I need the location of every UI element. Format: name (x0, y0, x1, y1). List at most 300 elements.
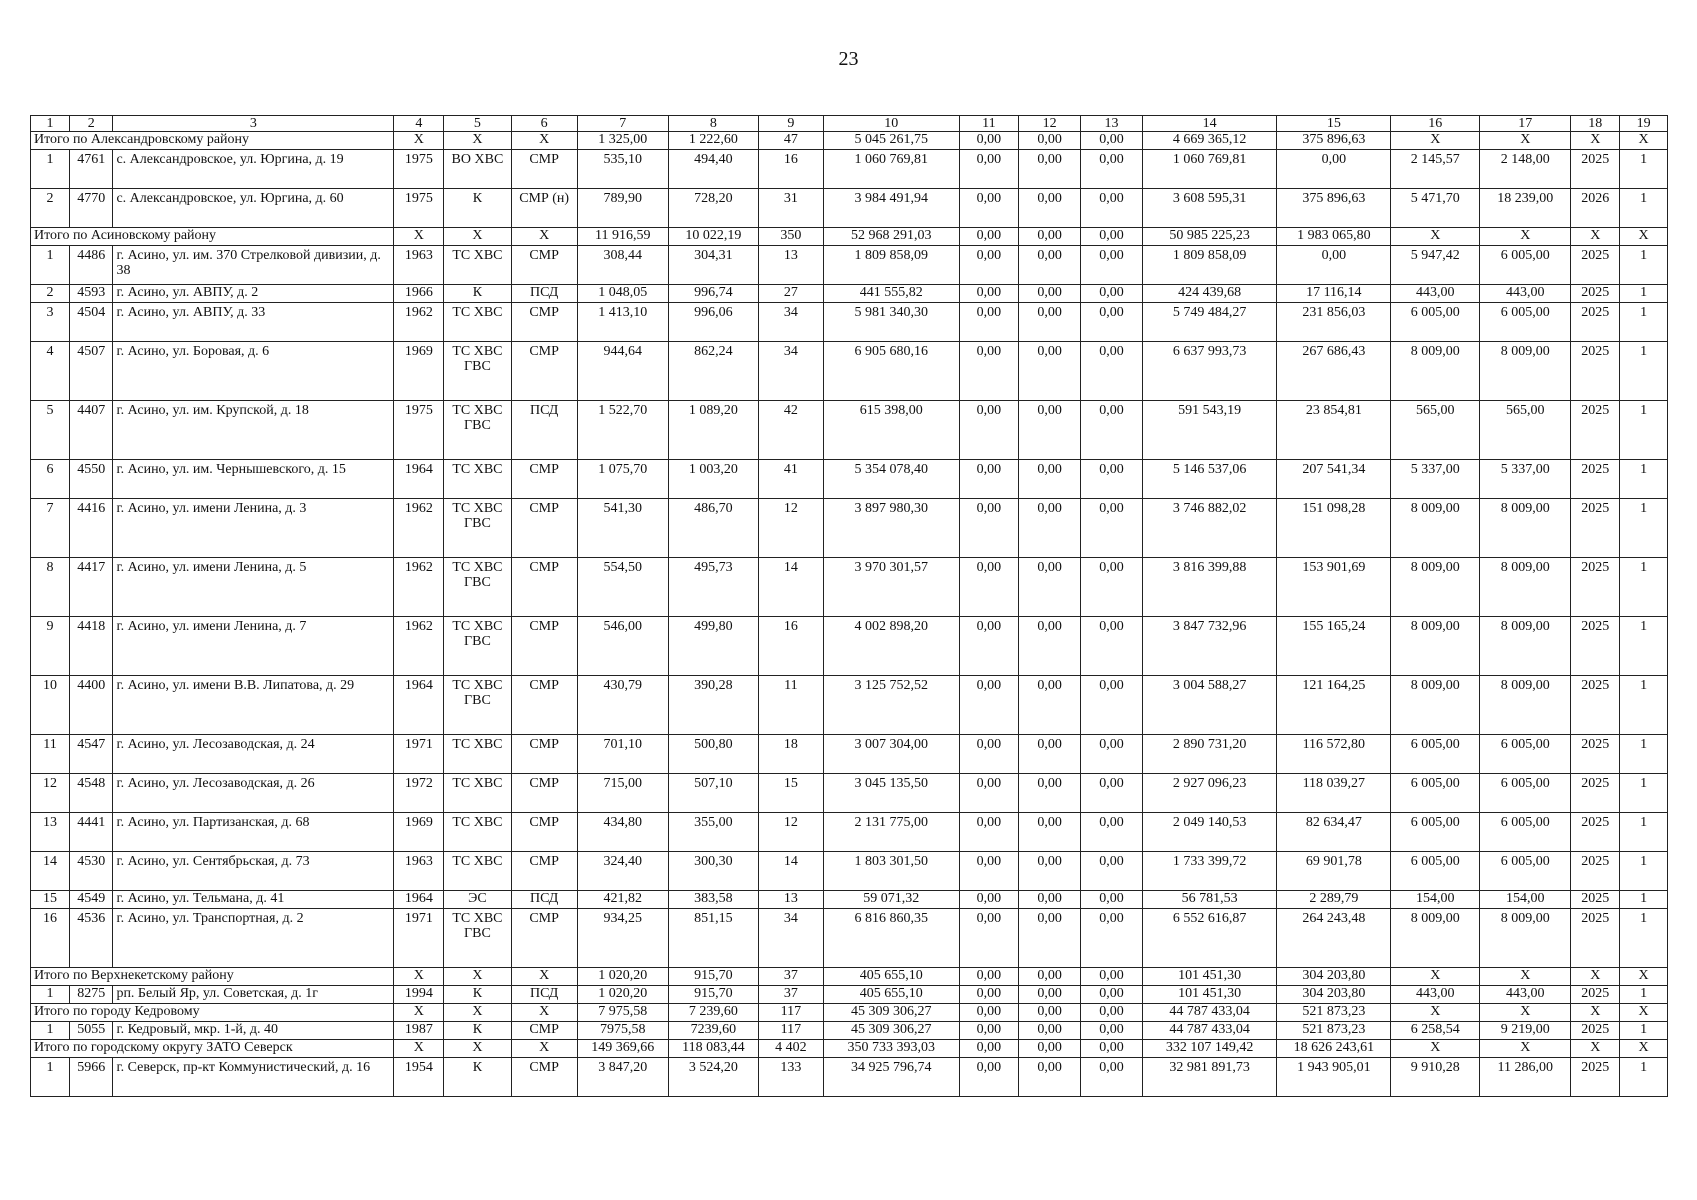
address-cell: г. Асино, ул. Лесозаводская, д. 26 (113, 774, 394, 813)
total-cell: Х (444, 968, 511, 986)
column-number-row (31, 116, 1668, 132)
total-cell: Х (511, 1004, 577, 1022)
table-cell: 554,50 (577, 558, 668, 617)
table-cell: 11 (31, 735, 70, 774)
table-cell: 1969 (394, 342, 444, 401)
table-cell: 6 905 680,16 (823, 342, 959, 401)
total-cell: Х (1480, 968, 1571, 986)
total-cell: 304 203,80 (1277, 968, 1391, 986)
column-number-18: 18 (1571, 116, 1620, 132)
table-cell: 2025 (1571, 1022, 1620, 1040)
table-cell: 2 927 096,23 (1142, 774, 1277, 813)
table-cell: 16 (758, 150, 823, 189)
total-cell: 118 083,44 (668, 1040, 758, 1058)
table-cell: 4550 (70, 460, 113, 499)
table-cell: 2 289,79 (1277, 891, 1391, 909)
table-row (31, 676, 1668, 735)
table-cell: ТС ХВС ГВС (444, 676, 511, 735)
table-row (31, 891, 1668, 909)
table-row (31, 460, 1668, 499)
table-row (31, 303, 1668, 342)
table-cell: 59 071,32 (823, 891, 959, 909)
table-cell: 0,00 (959, 401, 1019, 460)
column-number-8: 8 (668, 116, 758, 132)
table-cell: 7975,58 (577, 1022, 668, 1040)
table-cell: 9 (31, 617, 70, 676)
table-cell: 0,00 (1019, 1022, 1081, 1040)
table-cell: 1 003,20 (668, 460, 758, 499)
address-cell: г. Северск, пр-кт Коммунистический, д. 16 (113, 1058, 394, 1097)
address-cell: г. Асино, ул. Партизанская, д. 68 (113, 813, 394, 852)
table-cell: 591 543,19 (1142, 401, 1277, 460)
register-table-body (31, 116, 1668, 1097)
total-cell: 10 022,19 (668, 228, 758, 246)
table-cell: 500,80 (668, 735, 758, 774)
column-number-7: 7 (577, 116, 668, 132)
table-cell: 0,00 (1019, 499, 1081, 558)
address-cell: г. Асино, ул. им. Крупской, д. 18 (113, 401, 394, 460)
table-cell: 1966 (394, 285, 444, 303)
table-cell: 3 816 399,88 (1142, 558, 1277, 617)
table-cell: 18 239,00 (1480, 189, 1571, 228)
table-cell: 8 009,00 (1480, 676, 1571, 735)
table-cell: 1 809 858,09 (1142, 246, 1277, 285)
table-cell: 443,00 (1480, 285, 1571, 303)
table-cell: 0,00 (959, 1058, 1019, 1097)
table-cell: 7239,60 (668, 1022, 758, 1040)
total-cell: 37 (758, 968, 823, 986)
column-number-13: 13 (1081, 116, 1143, 132)
table-cell: 1 020,20 (577, 986, 668, 1004)
total-cell: 149 369,66 (577, 1040, 668, 1058)
table-cell: 0,00 (959, 735, 1019, 774)
table-cell: 2 (31, 189, 70, 228)
table-cell: 1 (1620, 558, 1668, 617)
table-cell: ТС ХВС ГВС (444, 909, 511, 968)
table-cell: 8 (31, 558, 70, 617)
table-cell: 5966 (70, 1058, 113, 1097)
table-cell: К (444, 1058, 511, 1097)
table-cell: 13 (758, 246, 823, 285)
total-cell: Х (444, 132, 511, 150)
table-cell: 5 981 340,30 (823, 303, 959, 342)
table-cell: 8 009,00 (1391, 342, 1480, 401)
table-cell: К (444, 189, 511, 228)
page-number: 23 (838, 48, 859, 70)
table-cell: 915,70 (668, 986, 758, 1004)
table-cell: 8 009,00 (1480, 499, 1571, 558)
table-cell: ПСД (511, 285, 577, 303)
table-cell: 0,00 (959, 499, 1019, 558)
table-cell: 2026 (1571, 189, 1620, 228)
table-cell: 0,00 (1081, 813, 1143, 852)
table-cell: 3 045 135,50 (823, 774, 959, 813)
table-cell: 996,74 (668, 285, 758, 303)
table-cell: 3 746 882,02 (1142, 499, 1277, 558)
table-cell: 1 (1620, 891, 1668, 909)
total-cell: Х (1480, 228, 1571, 246)
table-cell: ТС ХВС (444, 460, 511, 499)
table-cell: ПСД (511, 986, 577, 1004)
table-cell: 1962 (394, 558, 444, 617)
table-cell: 4549 (70, 891, 113, 909)
table-cell: 300,30 (668, 852, 758, 891)
table-cell: 151 098,28 (1277, 499, 1391, 558)
total-cell: Х (1391, 228, 1480, 246)
table-cell: 0,00 (1081, 150, 1143, 189)
table-cell: 2025 (1571, 909, 1620, 968)
table-cell: 0,00 (1081, 735, 1143, 774)
table-cell: 153 901,69 (1277, 558, 1391, 617)
table-cell: 16 (758, 617, 823, 676)
column-number-16: 16 (1391, 116, 1480, 132)
column-number-6: 6 (511, 116, 577, 132)
total-cell: Х (1391, 968, 1480, 986)
table-cell: 0,00 (1019, 303, 1081, 342)
address-cell: г. Асино, ул. им. 370 Стрелковой дивизии, д. 38 (113, 246, 394, 285)
total-cell: Х (511, 132, 577, 150)
table-cell: 8 009,00 (1391, 617, 1480, 676)
table-cell: 0,00 (959, 852, 1019, 891)
table-cell: 3 970 301,57 (823, 558, 959, 617)
table-cell: 1 (1620, 189, 1668, 228)
total-cell: 7 239,60 (668, 1004, 758, 1022)
table-cell: 541,30 (577, 499, 668, 558)
table-cell: 155 165,24 (1277, 617, 1391, 676)
table-cell: 4547 (70, 735, 113, 774)
table-cell: 2 (31, 285, 70, 303)
section-total-label: Итого по Александровскому району (31, 132, 394, 150)
table-cell: 0,00 (1081, 401, 1143, 460)
table-cell: 1 (1620, 303, 1668, 342)
total-cell: 0,00 (959, 1004, 1019, 1022)
total-cell: 0,00 (1081, 132, 1143, 150)
table-cell: 0,00 (1277, 246, 1391, 285)
address-cell: г. Асино, ул. имени В.В. Липатова, д. 29 (113, 676, 394, 735)
table-cell: 443,00 (1480, 986, 1571, 1004)
table-cell: 1 060 769,81 (823, 150, 959, 189)
table-cell: 9 219,00 (1480, 1022, 1571, 1040)
table-cell: СМР (511, 774, 577, 813)
table-cell: 521 873,23 (1277, 1022, 1391, 1040)
table-cell: 8275 (70, 986, 113, 1004)
table-cell: 0,00 (1081, 303, 1143, 342)
table-row (31, 150, 1668, 189)
total-cell: 4 402 (758, 1040, 823, 1058)
table-cell: 5055 (70, 1022, 113, 1040)
table-cell: 3 524,20 (668, 1058, 758, 1097)
table-cell: 14 (758, 852, 823, 891)
table-cell: 2025 (1571, 676, 1620, 735)
total-cell: 52 968 291,03 (823, 228, 959, 246)
table-cell: 507,10 (668, 774, 758, 813)
table-cell: 7 (31, 499, 70, 558)
table-cell: 0,00 (959, 303, 1019, 342)
table-cell: 1 (1620, 342, 1668, 401)
table-cell: 0,00 (1019, 774, 1081, 813)
table-cell: 934,25 (577, 909, 668, 968)
register-table (30, 115, 1668, 1097)
table-cell: 56 781,53 (1142, 891, 1277, 909)
table-cell: 0,00 (959, 891, 1019, 909)
table-cell: 4 (31, 342, 70, 401)
table-cell: 44 787 433,04 (1142, 1022, 1277, 1040)
table-cell: 443,00 (1391, 986, 1480, 1004)
total-cell: Х (511, 228, 577, 246)
table-cell: СМР (511, 617, 577, 676)
table-cell: 231 856,03 (1277, 303, 1391, 342)
table-cell: 27 (758, 285, 823, 303)
table-cell: 1994 (394, 986, 444, 1004)
table-cell: 0,00 (959, 285, 1019, 303)
table-cell: 5 337,00 (1391, 460, 1480, 499)
column-number-12: 12 (1019, 116, 1081, 132)
table-cell: 5 947,42 (1391, 246, 1480, 285)
address-cell: г. Асино, ул. Транспортная, д. 2 (113, 909, 394, 968)
table-cell: 4504 (70, 303, 113, 342)
table-cell: 6 005,00 (1480, 813, 1571, 852)
table-cell: 12 (758, 499, 823, 558)
table-cell: К (444, 285, 511, 303)
table-row (31, 986, 1668, 1004)
table-cell: 3 847 732,96 (1142, 617, 1277, 676)
table-cell: 0,00 (1081, 891, 1143, 909)
table-cell: 4770 (70, 189, 113, 228)
table-cell: 14 (31, 852, 70, 891)
total-cell: Х (511, 1040, 577, 1058)
column-number-3: 3 (113, 116, 394, 132)
address-cell: г. Асино, ул. Лесозаводская, д. 24 (113, 735, 394, 774)
table-row (31, 774, 1668, 813)
table-cell: 2025 (1571, 558, 1620, 617)
table-cell: 1 (1620, 909, 1668, 968)
total-cell: Х (1620, 968, 1668, 986)
total-cell: Х (394, 228, 444, 246)
table-cell: 3 608 595,31 (1142, 189, 1277, 228)
table-cell: 430,79 (577, 676, 668, 735)
table-cell: 1975 (394, 401, 444, 460)
table-cell: 0,00 (959, 1022, 1019, 1040)
table-cell: 1969 (394, 813, 444, 852)
table-cell: К (444, 986, 511, 1004)
table-cell: 14 (758, 558, 823, 617)
table-cell: СМР (511, 246, 577, 285)
table-cell: 421,82 (577, 891, 668, 909)
table-cell: 535,10 (577, 150, 668, 189)
table-cell: 1 060 769,81 (1142, 150, 1277, 189)
table-cell: 2025 (1571, 285, 1620, 303)
table-cell: 0,00 (1019, 676, 1081, 735)
table-cell: 2025 (1571, 852, 1620, 891)
table-cell: 4593 (70, 285, 113, 303)
table-cell: 1 (1620, 460, 1668, 499)
table-cell: 2025 (1571, 1058, 1620, 1097)
table-cell: 3 125 752,52 (823, 676, 959, 735)
table-cell: 0,00 (1019, 986, 1081, 1004)
total-cell: Х (1620, 1004, 1668, 1022)
table-cell: 0,00 (959, 460, 1019, 499)
total-cell: Х (444, 1040, 511, 1058)
table-cell: 6 005,00 (1391, 852, 1480, 891)
table-cell: 264 243,48 (1277, 909, 1391, 968)
table-cell: 6 005,00 (1480, 735, 1571, 774)
table-cell: 3 984 491,94 (823, 189, 959, 228)
table-row (31, 1058, 1668, 1097)
table-cell: 565,00 (1391, 401, 1480, 460)
table-cell: 37 (758, 986, 823, 1004)
table-cell: ТС ХВС (444, 303, 511, 342)
table-cell: 1 (1620, 499, 1668, 558)
table-cell: 6 005,00 (1480, 774, 1571, 813)
table-cell: 69 901,78 (1277, 852, 1391, 891)
address-cell: г. Асино, ул. им. Чернышевского, д. 15 (113, 460, 394, 499)
total-cell: 1 020,20 (577, 968, 668, 986)
table-cell: 0,00 (1019, 617, 1081, 676)
table-cell: 0,00 (1019, 1058, 1081, 1097)
address-cell: г. Асино, ул. АВПУ, д. 2 (113, 285, 394, 303)
table-cell: 82 634,47 (1277, 813, 1391, 852)
table-cell: 0,00 (959, 986, 1019, 1004)
table-cell: 3 (31, 303, 70, 342)
table-cell: 0,00 (959, 558, 1019, 617)
total-cell: Х (1391, 132, 1480, 150)
table-cell: 2 049 140,53 (1142, 813, 1277, 852)
table-row (31, 735, 1668, 774)
table-cell: 8 009,00 (1391, 676, 1480, 735)
table-cell: 4761 (70, 150, 113, 189)
table-cell: 1 (31, 246, 70, 285)
table-cell: 11 286,00 (1480, 1058, 1571, 1097)
total-cell: 18 626 243,61 (1277, 1040, 1391, 1058)
address-cell: г. Асино, ул. Тельмана, д. 41 (113, 891, 394, 909)
table-cell: 1 (1620, 617, 1668, 676)
table-cell: 34 925 796,74 (823, 1058, 959, 1097)
table-cell: 0,00 (1019, 189, 1081, 228)
table-cell: 0,00 (959, 150, 1019, 189)
table-cell: 728,20 (668, 189, 758, 228)
table-cell: 6 816 860,35 (823, 909, 959, 968)
table-cell: 1975 (394, 150, 444, 189)
table-cell: ПСД (511, 891, 577, 909)
table-cell: 0,00 (1081, 852, 1143, 891)
table-cell: 2025 (1571, 617, 1620, 676)
table-cell: 1963 (394, 852, 444, 891)
table-cell: ВО ХВС (444, 150, 511, 189)
table-cell: 207 541,34 (1277, 460, 1391, 499)
table-cell: ПСД (511, 401, 577, 460)
table-cell: 1975 (394, 189, 444, 228)
table-cell: 5 (31, 401, 70, 460)
table-cell: 6 005,00 (1391, 303, 1480, 342)
address-cell: г. Асино, ул. имени Ленина, д. 3 (113, 499, 394, 558)
table-cell: 615 398,00 (823, 401, 959, 460)
table-cell: 1 522,70 (577, 401, 668, 460)
table-cell: 8 009,00 (1480, 617, 1571, 676)
table-cell: 4548 (70, 774, 113, 813)
column-number-15: 15 (1277, 116, 1391, 132)
table-cell: 15 (758, 774, 823, 813)
table-cell: 3 847,20 (577, 1058, 668, 1097)
total-cell: 1 983 065,80 (1277, 228, 1391, 246)
table-row (31, 852, 1668, 891)
table-cell: 715,00 (577, 774, 668, 813)
table-cell: 154,00 (1480, 891, 1571, 909)
table-cell: 6 (31, 460, 70, 499)
table-cell: 2 131 775,00 (823, 813, 959, 852)
table-cell: 1 (1620, 285, 1668, 303)
table-cell: 324,40 (577, 852, 668, 891)
table-cell: 5 337,00 (1480, 460, 1571, 499)
total-cell: 0,00 (959, 132, 1019, 150)
table-cell: 1 (1620, 735, 1668, 774)
column-number-10: 10 (823, 116, 959, 132)
table-cell: ТС ХВС (444, 813, 511, 852)
table-cell: ТС ХВС (444, 246, 511, 285)
table-cell: 0,00 (1019, 342, 1081, 401)
table-cell: 495,73 (668, 558, 758, 617)
table-cell: СМР (511, 813, 577, 852)
table-cell: ТС ХВС ГВС (444, 617, 511, 676)
table-row (31, 342, 1668, 401)
address-cell: г. Асино, ул. имени Ленина, д. 5 (113, 558, 394, 617)
table-cell: 1962 (394, 617, 444, 676)
table-cell: 18 (758, 735, 823, 774)
table-cell: 565,00 (1480, 401, 1571, 460)
table-cell: 4417 (70, 558, 113, 617)
table-cell: 0,00 (1081, 285, 1143, 303)
table-cell: 1 (31, 1058, 70, 1097)
table-cell: 4407 (70, 401, 113, 460)
table-cell: 0,00 (1081, 460, 1143, 499)
table-cell: 1964 (394, 676, 444, 735)
table-cell: 5 749 484,27 (1142, 303, 1277, 342)
table-cell: 375 896,63 (1277, 189, 1391, 228)
table-cell: 1 943 905,01 (1277, 1058, 1391, 1097)
table-cell: 4441 (70, 813, 113, 852)
table-cell: 1 (1620, 246, 1668, 285)
table-cell: 0,00 (959, 774, 1019, 813)
section-total-label: Итого по городскому округу ЗАТО Северск (31, 1040, 394, 1058)
table-cell: 2025 (1571, 401, 1620, 460)
table-cell: 499,80 (668, 617, 758, 676)
table-cell: 2025 (1571, 246, 1620, 285)
table-cell: 6 637 993,73 (1142, 342, 1277, 401)
total-cell: 0,00 (1019, 228, 1081, 246)
table-cell: 2025 (1571, 342, 1620, 401)
total-cell: Х (394, 968, 444, 986)
table-cell: 546,00 (577, 617, 668, 676)
table-cell: 1 (1620, 1058, 1668, 1097)
table-cell: 1 048,05 (577, 285, 668, 303)
table-cell: 1 733 399,72 (1142, 852, 1277, 891)
table-cell: 0,00 (1081, 1022, 1143, 1040)
column-number-14: 14 (1142, 116, 1277, 132)
total-cell: Х (394, 1040, 444, 1058)
table-cell: К (444, 1022, 511, 1040)
total-cell: 50 985 225,23 (1142, 228, 1277, 246)
table-cell: 996,06 (668, 303, 758, 342)
table-cell: 8 009,00 (1480, 342, 1571, 401)
table-cell: ТС ХВС ГВС (444, 401, 511, 460)
total-cell: Х (1480, 1040, 1571, 1058)
table-cell: 13 (758, 891, 823, 909)
table-cell: 443,00 (1391, 285, 1480, 303)
table-cell: 0,00 (959, 909, 1019, 968)
total-cell: Х (1391, 1040, 1480, 1058)
table-cell: 0,00 (959, 676, 1019, 735)
table-row (31, 499, 1668, 558)
table-cell: 441 555,82 (823, 285, 959, 303)
